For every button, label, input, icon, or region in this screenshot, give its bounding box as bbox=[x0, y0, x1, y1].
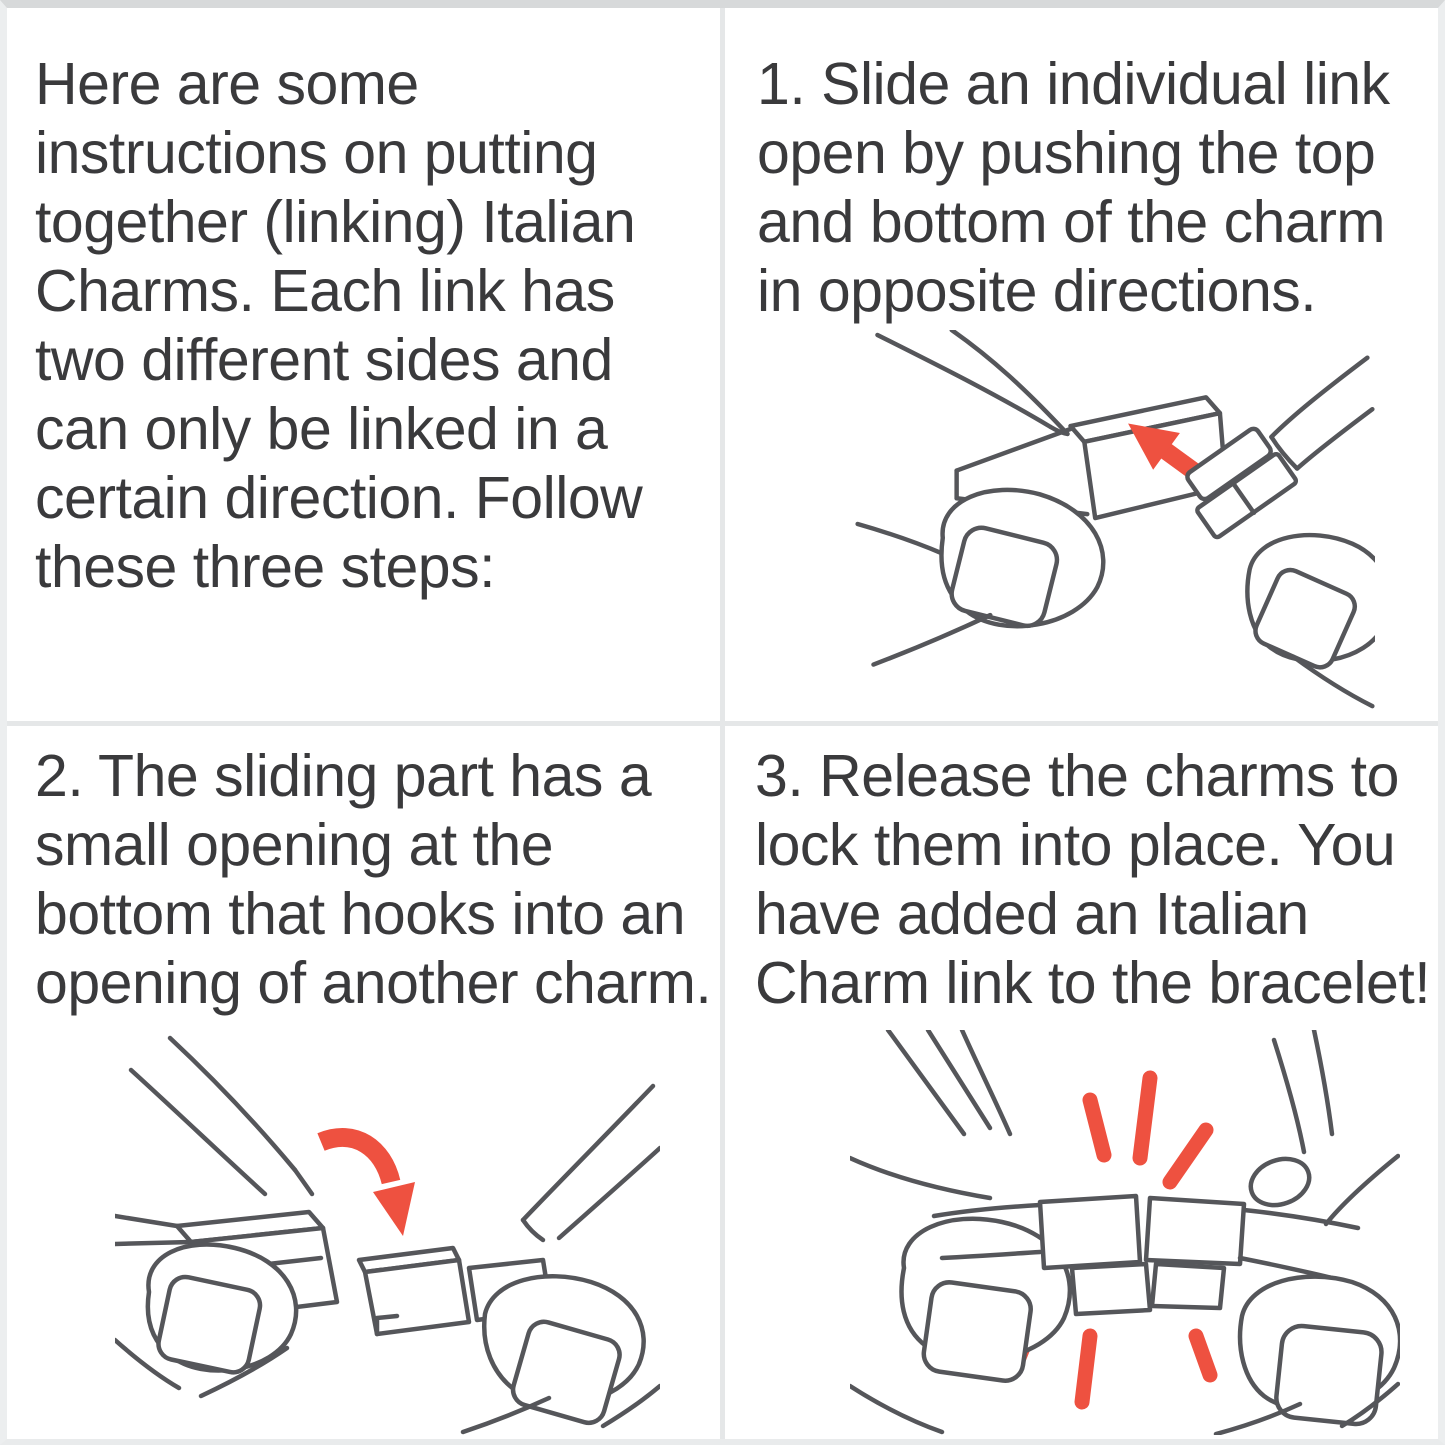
right-hand bbox=[359, 1086, 660, 1432]
text-line: in opposite directions. bbox=[757, 258, 1317, 324]
intro-text bbox=[35, 50, 720, 602]
text-line: can only be linked in a bbox=[35, 396, 608, 462]
text-line: lock them into place. You bbox=[755, 812, 1396, 878]
text-line: 2. The sliding part has a bbox=[35, 743, 652, 809]
step2-illustration bbox=[115, 1030, 660, 1438]
text-line: Charm link to the bracelet! bbox=[755, 950, 1431, 1016]
text-line: opening of another charm. bbox=[35, 950, 712, 1016]
text-line: certain direction. Follow bbox=[35, 465, 643, 531]
text-line: 3. Release the charms to bbox=[755, 743, 1399, 809]
text-line: instructions on putting bbox=[35, 120, 598, 186]
panel-step-1 bbox=[725, 8, 1438, 721]
text-line: and bottom of the charm bbox=[757, 189, 1386, 255]
step3-illustration bbox=[850, 1030, 1400, 1435]
left-hand bbox=[115, 1038, 337, 1396]
text-line: open by pushing the top bbox=[757, 120, 1376, 186]
text-line: Here are some bbox=[35, 51, 419, 117]
step3-text bbox=[755, 742, 1438, 1018]
text-line: together (linking) Italian bbox=[35, 189, 636, 255]
text-line: small opening at the bbox=[35, 812, 554, 878]
panel-step-3 bbox=[725, 726, 1438, 1439]
red-curved-arrow-icon bbox=[321, 1137, 415, 1236]
text-line: have added an Italian bbox=[755, 881, 1309, 947]
text-line: these three steps: bbox=[35, 534, 496, 600]
left-hand bbox=[850, 1030, 1070, 1432]
panel-intro bbox=[7, 8, 720, 721]
text-line: Charms. Each link has bbox=[35, 258, 615, 324]
panel-step-2 bbox=[7, 726, 720, 1439]
step1-illustration bbox=[855, 330, 1375, 718]
panel-grid bbox=[7, 8, 1438, 1439]
text-line: bottom that hooks into an bbox=[35, 881, 686, 947]
left-hand bbox=[858, 330, 1226, 665]
step2-text bbox=[35, 742, 720, 1018]
text-line: 1. Slide an individual link bbox=[757, 51, 1390, 117]
text-line: two different sides and bbox=[35, 327, 613, 393]
step1-text bbox=[757, 50, 1438, 326]
